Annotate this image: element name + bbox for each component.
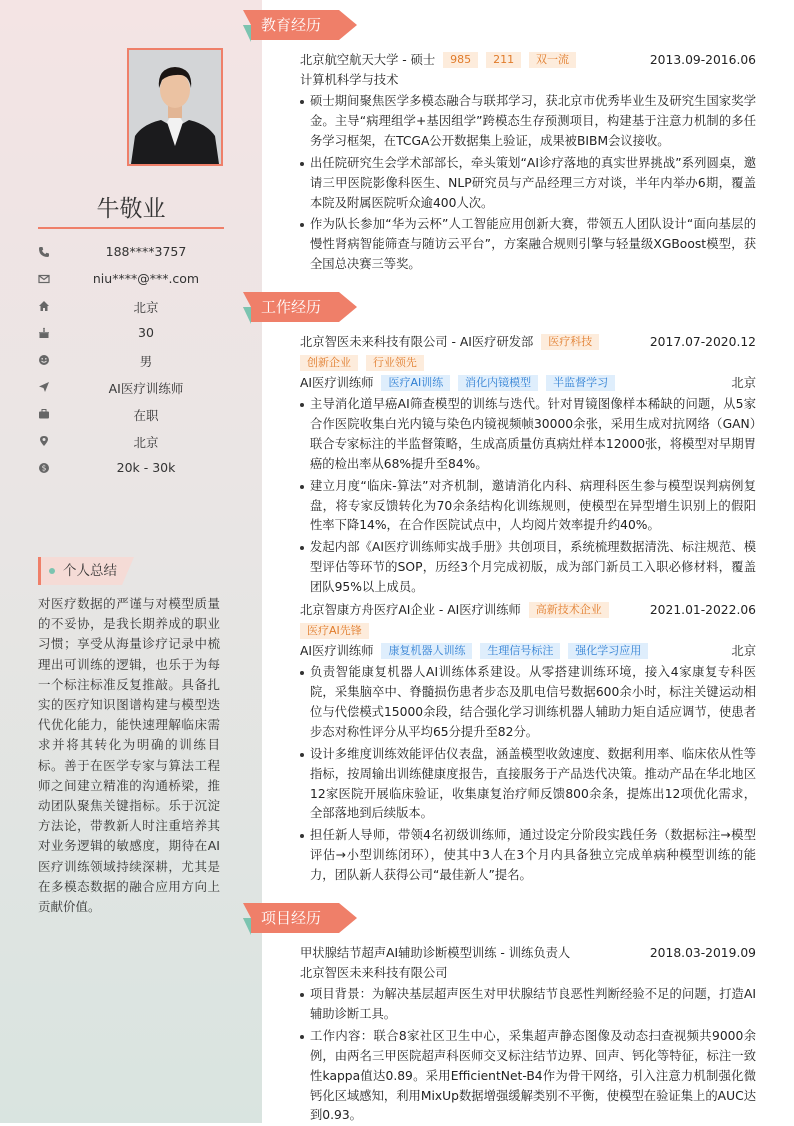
company-tag: 创新企业 (300, 355, 358, 371)
summary-title: 个人总结 (63, 563, 117, 579)
company-name: 北京智医未来科技有限公司 - AI医疗研发部 (300, 335, 534, 349)
education-bullet: 出任院研究生会学术部部长，牵头策划“AI诊疗落地的真实世界挑战”系列圆桌，邀请三甲医院影像科医生、NLP研究员与产品经理三方对谈，半年内举办6期，覆盖本院及附属医院听众逾400人次。 (300, 154, 756, 214)
phone-icon (38, 246, 50, 258)
home-icon (38, 300, 50, 312)
money-icon (38, 462, 50, 474)
job-date: 2017.07-2020.12 (649, 335, 756, 349)
age-text: 30 (138, 325, 154, 340)
section-projects-title: 项目经历 (261, 909, 322, 927)
school-name: 北京航空航天大学 - 硕士 (300, 53, 436, 67)
company-name: 北京智康方舟医疗AI企业 - AI医疗训练师 (300, 603, 521, 618)
section-projects-head (243, 903, 357, 935)
summary-heading (38, 557, 134, 585)
salary-text: 20k - 30k (116, 460, 176, 475)
sidebar (0, 0, 262, 1123)
location-text: 北京 (133, 435, 159, 450)
section-work-head (243, 292, 357, 324)
info-location (38, 433, 224, 453)
work-bullet: 建立月度“临床-算法”对齐机制，邀请消化内科、病理科医生参与模型误判病例复盘，将专家反馈转化为70余条结构化训练规则，使模型在异型增生识别上的假阳性率下降14%，在合作医院试点中，人均阅片效率提升约40%。 (300, 477, 756, 537)
info-home (38, 298, 224, 318)
profile-photo (127, 48, 223, 166)
skill-tag: 强化学习应用 (568, 643, 648, 659)
info-status (38, 406, 224, 426)
skill-tag: 康复机器人训练 (381, 643, 472, 659)
position-text: AI医疗训练师 (108, 381, 184, 396)
projects-section (300, 943, 756, 1126)
email-text: niu****@***.com (92, 271, 200, 286)
company-tag: 高新技术企业 (529, 602, 609, 618)
gender-text: 男 (139, 354, 153, 369)
project-name: 甲状腺结节超声AI辅助诊断模型训练 - 训练负责人 (300, 946, 571, 960)
education-section (300, 50, 756, 275)
job-date: 2021.01-2022.06 (649, 603, 756, 618)
info-gender (38, 352, 224, 372)
info-email (38, 271, 224, 291)
project-bullet: 项目背景：为解决基层超声医生对甲状腺结节良恶性判断经验不足的问题，打造AI辅助诊断工具。 (300, 985, 756, 1025)
info-age (38, 325, 224, 345)
location-icon (38, 435, 50, 447)
project-bullet: 工作内容：联合8家社区卫生中心，采集超声静态图像及动态扫查视频共9000余例，由两名三甲医院超声科医师交叉标注结节边界、回声、钙化等特征，标注一致性kappa值达0.89。采用EfficientNet-B4作为骨干网络，引入注意力机制强化微钙化区域感知，利用MixUp数据增强缓解类别不平衡，使模型在验证集上的AUC达到0.93。 (300, 1027, 756, 1126)
email-icon (38, 273, 50, 285)
skill-tag: 消化内镜模型 (458, 375, 538, 391)
svg-text:$: $ (41, 463, 47, 473)
section-work-title: 工作经历 (261, 298, 322, 316)
home-text: 北京 (133, 300, 159, 315)
project-company: 北京智医未来科技有限公司 (300, 966, 448, 980)
smile-icon (38, 354, 50, 366)
work-bullet: 担任新人导师，带领4名初级训练师，通过设定分阶段实践任务（数据标注→模型评估→小型训练闭环），使其中3人在3个月内具备独立完成单病种模型训练的能力，团队新人获得公司“最佳新人”提名。 (300, 826, 756, 886)
company-tag: 医疗科技 (541, 334, 599, 350)
job-role: AI医疗训练师 (300, 376, 374, 390)
work-bullet: 主导消化道早癌AI筛查模型的训练与迭代。针对胃镜图像样本稀缺的问题，从5家合作医院收集白光内镜与染色内镜视频帧30000余张，采用生成对抗网络（GAN）联合专家标注的半监督策略，生成高质量仿真病灶样本12000张，将模型对早期胃癌的检出率从68%提升至84%。 (300, 395, 756, 475)
work-bullet: 负责智能康复机器人AI训练体系建设。从零搭建训练环境，接入4家康复专科医院，采集脑卒中、脊髓损伤患者步态及肌电信号数据600余小时，标注关键运动相位与代偿模式15000余段，结合强化学习训练机器人辅助力矩自适应调节，使患者步态对称性评分从平均65分提升至82分。 (300, 663, 756, 743)
work-bullet: 设计多维度训练效能评估仪表盘，涵盖模型收敛速度、数据利用率、临床依从性等指标，按周输出训练健康度报告，直接服务于产品迭代决策。推动产品在华北地区12家医院开展临床验证，收集康复治疗师反馈800余条，提炼出12项优化需求，全部落地到后续版本。 (300, 745, 756, 825)
skill-tag: 生理信号标注 (480, 643, 560, 659)
cake-icon (38, 327, 50, 339)
major: 计算机科学与技术 (300, 73, 399, 87)
school-tag: 211 (486, 52, 521, 68)
education-date: 2013.09-2016.06 (649, 53, 756, 67)
briefcase-icon (38, 408, 50, 420)
phone-text: 188****3757 (105, 244, 187, 259)
job-role: AI医疗训练师 (300, 644, 374, 659)
job-city: 北京 (731, 644, 756, 659)
info-phone (38, 244, 224, 264)
summary-text: 对医疗数据的严谨与对模型质量的不妥协，是我长期养成的职业习惯；享受从海量诊疗记录中梳理出可训练的逻辑，也乐于为每一个标注标准反复推敲。具备扎实的医疗知识图谱构建与模型迭代优化能力，能快速理解临床需求并将其转化为明确的训练目标。善于在医学专家与算法工程师之间建立精准的沟通桥梁，推动团队聚焦关键指标。乐于沉淀方法论，带教新人时注重培养其对业务逻辑的敏感度，期待在AI医疗训练领域持续深耕，尤其是在多模态数据的融合应用方向上贡献价值。 (38, 596, 220, 915)
status-text: 在职 (133, 408, 159, 423)
school-tag: 985 (443, 52, 478, 68)
candidate-name: 牛敬业 (96, 196, 166, 222)
project-date: 2018.03-2019.09 (649, 946, 756, 960)
skill-tag: 医疗AI训练 (381, 375, 450, 391)
work-section (300, 332, 756, 886)
info-position (38, 379, 224, 399)
education-bullet: 作为队长参加“华为云杯”人工智能应用创新大赛，带领五人团队设计“面向基层的慢性肾病智能筛查与随访云平台”，方案融合规则引擎与轻量级XGBoost模型，获全国总决赛三等奖。 (300, 215, 756, 275)
school-tag: 双一流 (529, 52, 576, 68)
section-education-title: 教育经历 (261, 16, 322, 34)
info-salary (38, 460, 224, 480)
company-tag: 医疗AI先锋 (300, 623, 369, 639)
send-icon (38, 381, 50, 393)
company-tag: 行业领先 (366, 355, 424, 371)
skill-tag: 半监督学习 (546, 375, 615, 391)
job-city: 北京 (731, 376, 756, 390)
education-bullet: 硕士期间聚焦医学多模态融合与联邦学习，获北京市优秀毕业生及研究生国家奖学金。主导“病理组学+基因组学”跨模态生存预测项目，构建基于注意力机制的多任务学习框架，在TCGA公开数据集上验证，成果被BIBM会议接收。 (300, 92, 756, 152)
work-bullet: 发起内部《AI医疗训练师实战手册》共创项目，系统梳理数据清洗、标注规范、模型评估等环节的SOP，历经3个月完成初版，成为部门新员工入职必修材料，覆盖团队95%以上成员。 (300, 538, 756, 598)
name-divider (38, 227, 224, 229)
section-education-head (243, 10, 357, 42)
